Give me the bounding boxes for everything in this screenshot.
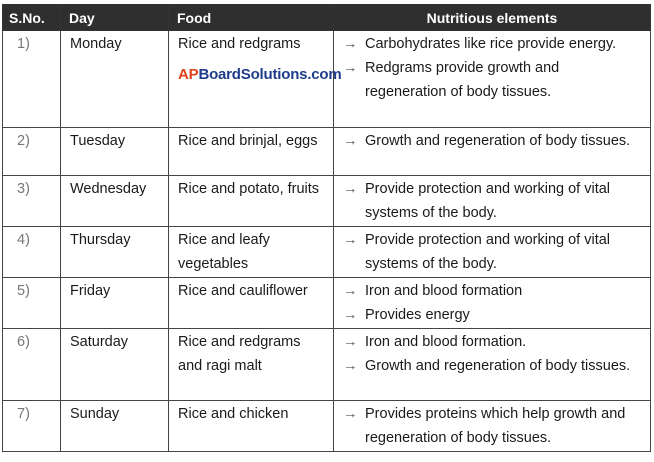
cell-food <box>169 329 334 401</box>
table-row <box>3 176 651 227</box>
nutrient-text: Provide protection and working of vital systems of the body. <box>365 232 611 272</box>
arrow-icon: → <box>343 36 358 52</box>
nutrient-bullet <box>343 177 644 225</box>
cell-day: Tuesday <box>61 128 169 176</box>
cell-sno: 4) <box>3 227 61 278</box>
cell-day: Friday <box>61 278 169 329</box>
nutrient-bullet <box>343 354 644 378</box>
watermark-rest: BoardSolutions.com <box>198 66 342 83</box>
arrow-icon: → <box>343 232 358 248</box>
nutrient-text: Provides energy <box>365 307 470 323</box>
nutrient-bullet <box>343 279 644 303</box>
food-text: Rice and chicken <box>178 406 289 422</box>
cell-sno: 3) <box>3 176 61 227</box>
nutrient-text: Redgrams provide growth and regeneration of body tissues. <box>365 60 560 100</box>
cell-sno: 7) <box>3 401 61 452</box>
nutrient-bullet <box>343 402 644 450</box>
food-text: Rice and brinjal, eggs <box>178 133 318 149</box>
arrow-icon: → <box>343 334 358 350</box>
header-food: Food <box>169 5 334 31</box>
table-row <box>3 401 651 452</box>
nutrient-bullet <box>343 129 644 153</box>
cell-nutrients <box>334 329 651 401</box>
cell-food <box>169 401 334 452</box>
cell-nutrients <box>334 401 651 452</box>
nutrient-text: Iron and blood formation. <box>365 334 527 350</box>
arrow-icon: → <box>343 406 358 422</box>
nutrient-bullet <box>343 56 644 104</box>
food-text: Rice and redgrams <box>178 36 301 52</box>
food-text: Rice and redgrams and ragi malt <box>178 334 301 374</box>
nutrient-bullet <box>343 32 644 56</box>
table-row <box>3 278 651 329</box>
cell-food <box>169 176 334 227</box>
cell-food <box>169 227 334 278</box>
header-day: Day <box>61 5 169 31</box>
table-row <box>3 128 651 176</box>
cell-day: Thursday <box>61 227 169 278</box>
table-body <box>3 31 651 452</box>
arrow-icon: → <box>343 60 358 76</box>
arrow-icon: → <box>343 358 358 374</box>
cell-day: Sunday <box>61 401 169 452</box>
cell-sno: 6) <box>3 329 61 401</box>
nutrient-bullet <box>343 303 644 327</box>
cell-nutrients <box>334 227 651 278</box>
nutrient-text: Provide protection and working of vital systems of the body. <box>365 181 611 221</box>
arrow-icon: → <box>343 283 358 299</box>
food-text: Rice and cauliflower <box>178 283 308 299</box>
food-text: Rice and potato, fruits <box>178 181 320 197</box>
nutrient-text: Growth and regeneration of body tissues. <box>365 358 631 374</box>
arrow-icon: → <box>343 307 358 323</box>
nutrient-text: Growth and regeneration of body tissues. <box>365 133 631 149</box>
cell-sno: 1) <box>3 31 61 128</box>
arrow-icon: → <box>343 133 358 149</box>
table-row <box>3 227 651 278</box>
nutrient-text: Iron and blood formation <box>365 283 523 299</box>
nutrient-text: Provides proteins which help growth and regeneration of body tissues. <box>365 406 626 446</box>
cell-food <box>169 128 334 176</box>
table-row <box>3 329 651 401</box>
cell-sno: 5) <box>3 278 61 329</box>
arrow-icon: → <box>343 181 358 197</box>
watermark-prefix: AP <box>178 66 199 83</box>
cell-nutrients <box>334 176 651 227</box>
cell-sno: 2) <box>3 128 61 176</box>
weekly-food-table <box>2 4 651 452</box>
header-sno: S.No. <box>3 5 61 31</box>
cell-nutrients <box>334 31 651 128</box>
cell-nutrients <box>334 128 651 176</box>
cell-nutrients <box>334 278 651 329</box>
nutrient-bullet <box>343 228 644 276</box>
nutrient-text: Carbohydrates like rice provide energy. <box>365 36 617 52</box>
cell-day: Saturday <box>61 329 169 401</box>
cell-food <box>169 31 342 128</box>
table-row <box>3 31 651 128</box>
cell-food <box>169 278 334 329</box>
nutrient-bullet <box>343 330 644 354</box>
cell-day: Monday <box>61 31 169 128</box>
food-text: Rice and leafy vegetables <box>178 232 270 272</box>
header-row <box>3 5 651 31</box>
watermark-logo <box>178 66 342 84</box>
cell-day: Wednesday <box>61 176 169 227</box>
header-nutrients: Nutritious elements <box>334 5 651 31</box>
